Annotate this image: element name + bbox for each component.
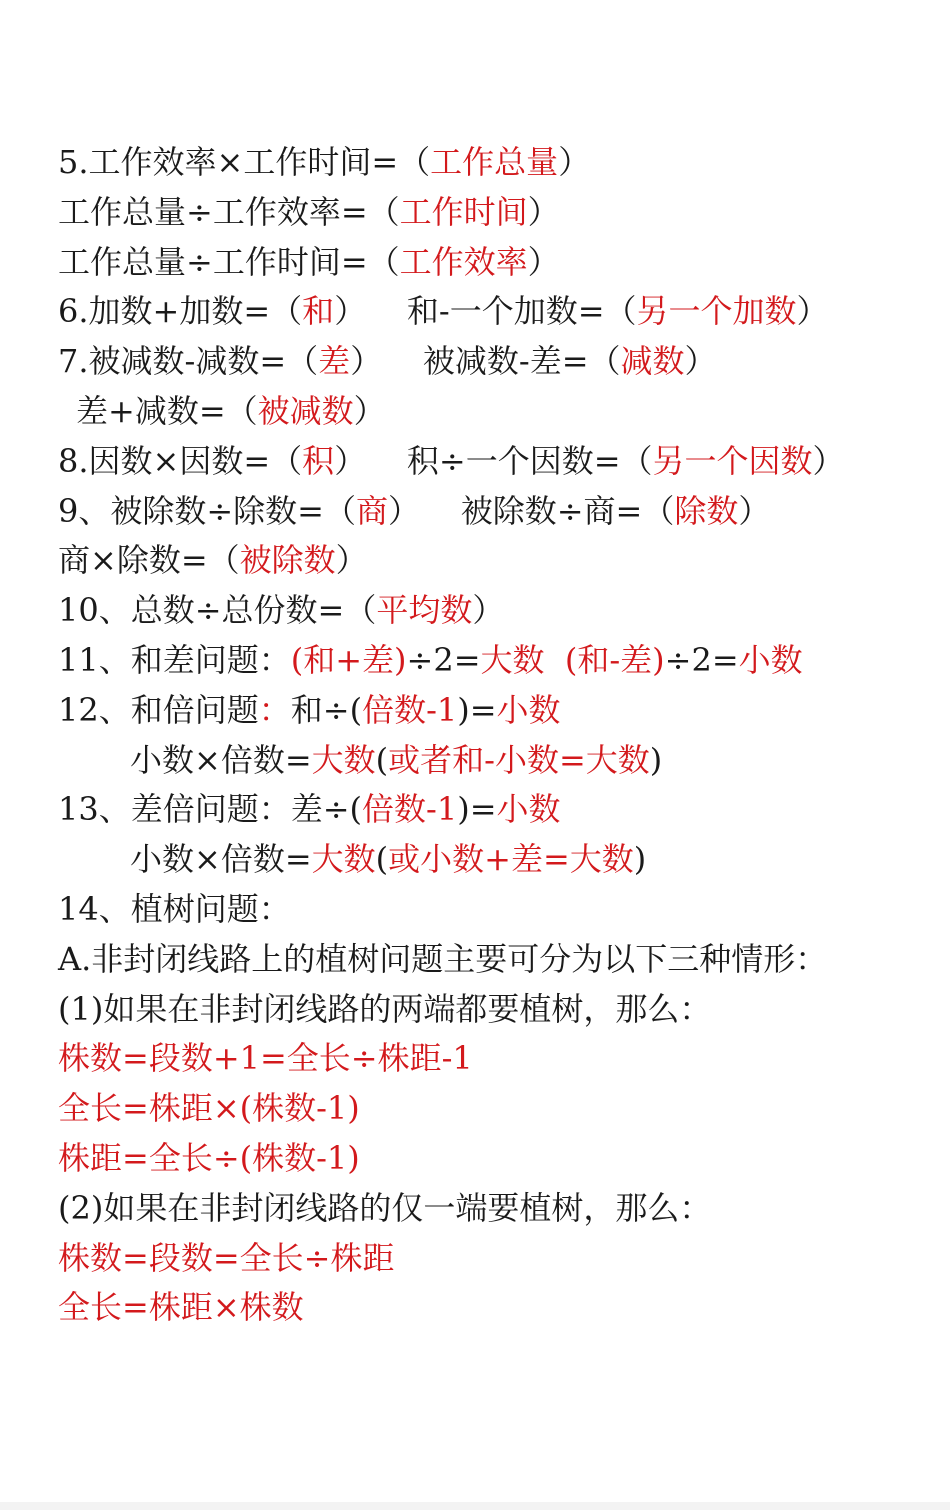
formula-text: 7.被减数-减数=（: [58, 342, 319, 381]
formula-text: 14、植树问题：: [58, 889, 291, 928]
formula-line: [58, 1234, 938, 1284]
formula-text: 小数×倍数=: [130, 740, 312, 779]
answer-text: 工作效率: [399, 242, 528, 281]
formula-text: 6.加数+加数=（: [58, 292, 303, 331]
formula-text: (: [375, 740, 389, 779]
answer-text: 工作总量: [430, 143, 559, 181]
formula-text: ） 积÷一个因数=（: [334, 441, 653, 480]
formula-line: [58, 885, 938, 935]
formula-text: 11、和差问题：: [58, 640, 291, 679]
formula-line: [58, 586, 938, 636]
formula-text: )=: [457, 690, 497, 729]
answer-text: 工作时间: [399, 192, 528, 231]
formula-text: 差+减数=（: [76, 391, 258, 430]
formula-line: [58, 1184, 938, 1234]
answer-text: 差: [318, 342, 351, 381]
formula-line: [58, 437, 938, 487]
formula-line: [58, 985, 938, 1035]
formula-text: [545, 641, 565, 679]
formula-line: [58, 1134, 938, 1184]
answer-text: 大数: [311, 840, 376, 879]
answer-text: 倍数-1: [362, 690, 458, 729]
formula-text: ）: [796, 292, 829, 331]
answer-text: 被除数: [239, 541, 336, 580]
answer-text: 株距=全长÷(株数-1): [58, 1138, 360, 1177]
formula-line: [58, 686, 938, 736]
formula-line: [58, 785, 938, 835]
answer-text: 大数: [480, 640, 545, 679]
answer-text: 全长=株距×株数: [58, 1288, 304, 1327]
formula-text: ÷2=: [664, 640, 739, 679]
answer-text: 或者和-小数=大数: [388, 740, 650, 779]
answer-text: 或小数+差=大数: [388, 840, 634, 879]
answer-text: 倍数-1: [362, 790, 458, 829]
formula-text: 和÷(: [290, 690, 363, 729]
formula-text: 小数×倍数=: [130, 840, 312, 879]
formula-line: [58, 835, 938, 885]
answer-text: (和+差): [290, 640, 407, 679]
formula-text: ): [649, 740, 663, 779]
formula-line: [58, 1084, 938, 1134]
formula-text: 商×除数=（: [58, 541, 240, 580]
formula-text: (2)如果在非封闭线路的仅一端要植树，那么：: [58, 1188, 712, 1227]
answer-text: 株数=段数+1=全长÷株距-1: [58, 1039, 473, 1078]
formula-text: ）: [472, 591, 505, 630]
formula-line: [58, 636, 938, 686]
formula-text: 10、总数÷总份数=（: [58, 591, 377, 630]
formula-text: (: [375, 840, 389, 879]
formula-text: ） 和-一个加数=（: [334, 292, 637, 331]
formula-text: ）: [738, 491, 771, 530]
formula-line: [58, 138, 938, 188]
formula-line: [58, 1283, 938, 1333]
formula-text: ）: [812, 441, 845, 480]
formula-text: ） 被除数÷商=（: [388, 491, 675, 530]
formula-line: [58, 238, 938, 288]
formula-text: (1)如果在非封闭线路的两端都要植树，那么：: [58, 989, 712, 1028]
formula-line: [58, 387, 938, 437]
answer-text: 和: [302, 292, 335, 331]
answer-text: 株数=段数=全长÷株距: [58, 1238, 395, 1277]
answer-text: 平均数: [376, 591, 473, 630]
answer-text: 商: [356, 491, 389, 530]
answer-text: 被减数: [257, 391, 354, 430]
formula-line: [58, 935, 938, 985]
formula-text: 工作总量÷工作时间=（: [58, 242, 400, 281]
formula-document: [58, 138, 938, 1333]
formula-text: 8.因数×因数=（: [58, 441, 303, 480]
answer-text: 减数: [620, 342, 685, 381]
answer-text: (和-差): [564, 640, 665, 679]
formula-line: [58, 487, 938, 537]
formula-text: )=: [457, 790, 497, 829]
formula-text: A.非封闭线路上的植树问题主要可分为以下三种情形：: [58, 939, 828, 978]
answer-text: 大数: [311, 740, 376, 779]
formula-line: [58, 536, 938, 586]
answer-text: 全长=株距×(株数-1): [58, 1089, 360, 1128]
formula-text: 5.工作效率×工作时间=（: [58, 143, 431, 181]
formula-text: 13、差倍问题：差÷(: [58, 790, 363, 829]
formula-text: 工作总量÷工作效率=（: [58, 192, 400, 231]
answer-text: 小数: [496, 690, 561, 729]
formula-line: [58, 188, 938, 238]
bottom-edge: [0, 1502, 950, 1510]
formula-text: ）: [684, 342, 717, 381]
formula-line: [58, 337, 938, 387]
answer-text: 小数: [738, 640, 803, 679]
formula-text: ）: [527, 192, 560, 231]
formula-text: ）: [353, 391, 386, 430]
answer-text: 另一个加数: [636, 292, 797, 331]
formula-line: [58, 736, 938, 786]
answer-text: 除数: [674, 491, 739, 530]
formula-text: ): [633, 840, 647, 879]
answer-text: ：: [258, 690, 291, 729]
formula-text: ）: [527, 242, 560, 281]
answer-text: 小数: [496, 790, 561, 829]
formula-text: ） 被减数-差=（: [350, 342, 621, 381]
formula-text: 9、被除数÷除数=（: [58, 491, 356, 530]
formula-text: ）: [558, 143, 591, 181]
formula-text: 12、和倍问题: [58, 690, 259, 729]
formula-text: ÷2=: [406, 640, 481, 679]
answer-text: 积: [302, 441, 335, 480]
formula-line: [58, 287, 938, 337]
formula-text: ）: [335, 541, 368, 580]
formula-line: [58, 1034, 938, 1084]
answer-text: 另一个因数: [652, 441, 813, 480]
